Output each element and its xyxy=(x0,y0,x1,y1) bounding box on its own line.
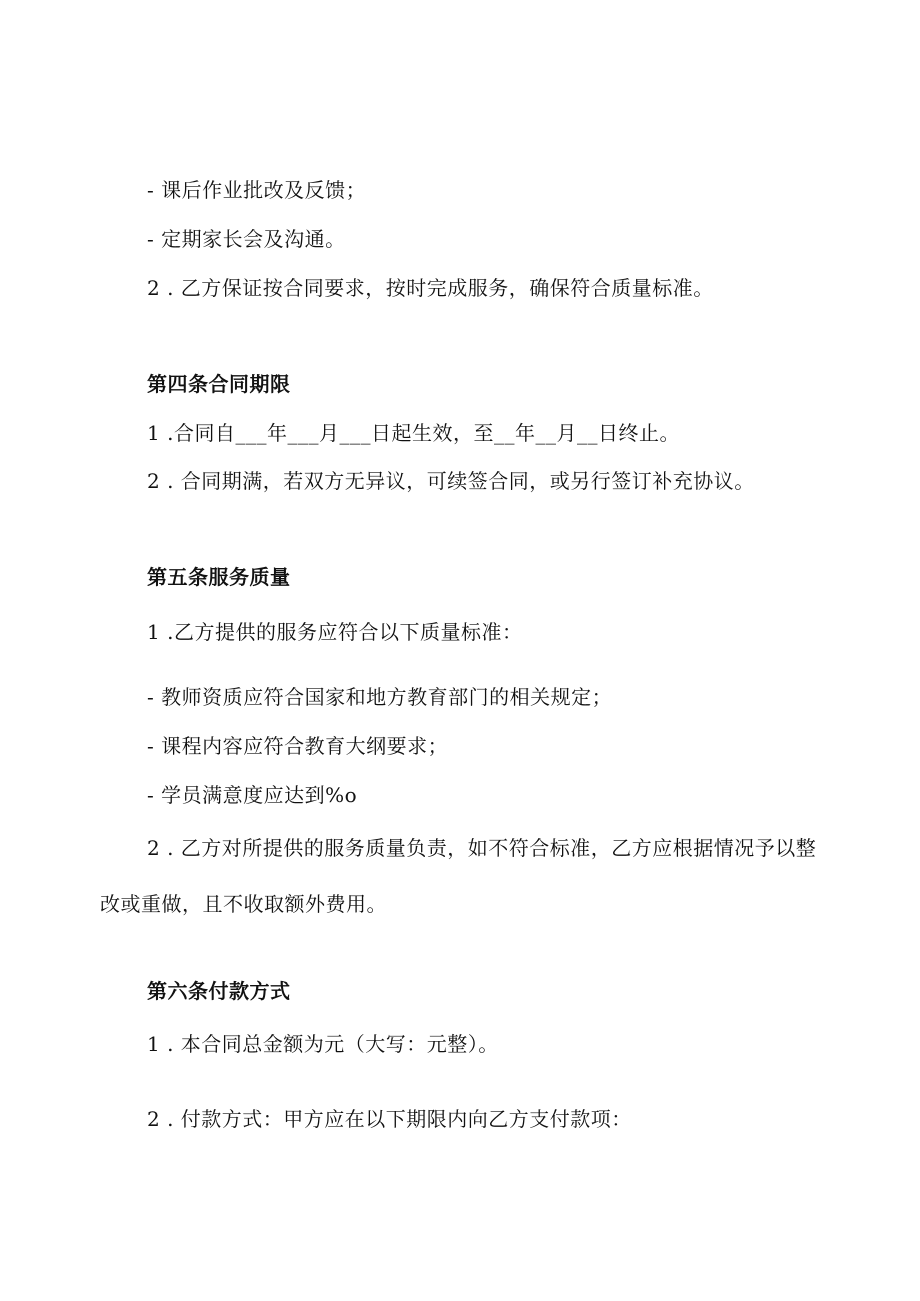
section-6-heading: 第六条付款方式 xyxy=(147,979,291,1003)
bullet-homework-feedback: - 课后作业批改及反馈； xyxy=(147,178,367,202)
section-5-heading: 第五条服务质量 xyxy=(147,565,291,589)
section-4-heading: 第四条合同期限 xyxy=(147,372,291,396)
bullet-parent-meeting: - 定期家长会及沟通。 xyxy=(147,227,346,251)
bullet-teacher-qualification: - 教师资质应符合国家和地方教育部门的相关规定； xyxy=(147,685,613,709)
bullet-satisfaction: - 学员满意度应达到%o xyxy=(147,783,358,807)
bullet-course-content: - 课程内容应符合教育大纲要求； xyxy=(147,734,449,758)
clause-5-item-2: 2 . 乙方对所提供的服务质量负责，如不符合标准，乙方应根据情况予以整改或重做，且不收取额外费用。 xyxy=(100,836,817,916)
clause-4-item-1: 1 .合同自___年___月___日起生效，至__年__月__日终止。 xyxy=(147,421,680,445)
clause-3-item-2: 2 . 乙方保证按合同要求，按时完成服务，确保符合质量标准。 xyxy=(147,276,714,300)
clause-5-item-1: 1 .乙方提供的服务应符合以下质量标准： xyxy=(147,620,523,644)
clause-4-item-2: 2 . 合同期满，若双方无异议，可续签合同，或另行签订补充协议。 xyxy=(147,469,755,493)
clause-6-item-2: 2 . 付款方式：甲方应在以下期限内向乙方支付款项： xyxy=(147,1107,632,1131)
clause-6-item-1: 1 . 本合同总金额为元（大写：元整）。 xyxy=(147,1032,499,1056)
